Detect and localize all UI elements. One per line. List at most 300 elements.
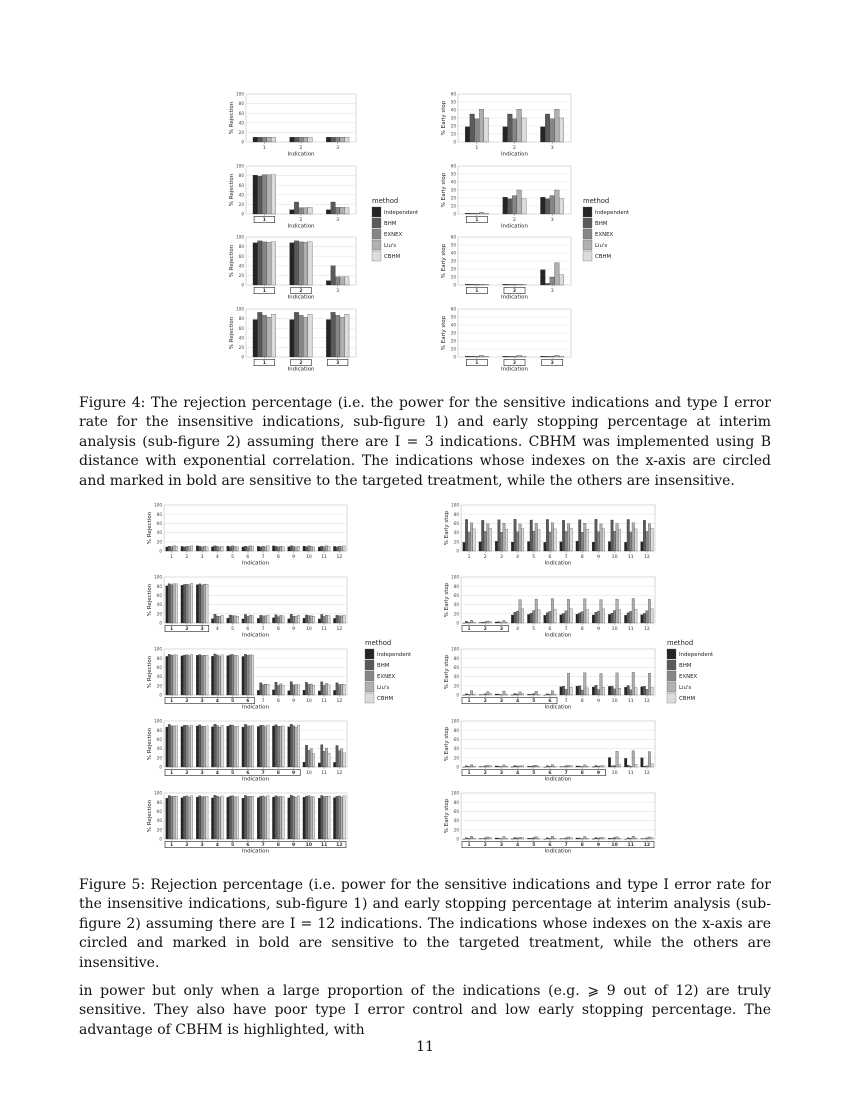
x-tick-label: 2 <box>483 627 487 632</box>
y-tick-label: 60 <box>156 665 162 670</box>
bar <box>551 765 554 767</box>
bar <box>495 766 498 767</box>
bar <box>550 277 555 285</box>
bar <box>468 766 471 767</box>
y-tick-label: 60 <box>156 593 162 598</box>
bar <box>303 208 308 214</box>
bar <box>203 584 205 623</box>
x-tick-label: 3 <box>336 361 340 366</box>
bar <box>479 284 484 285</box>
fig4-rejection-panel <box>229 307 356 373</box>
legend-label: EXNEX <box>377 674 396 680</box>
bar <box>199 546 201 551</box>
legend-label: BHM <box>384 221 397 227</box>
y-tick-label: 0 <box>453 139 456 145</box>
bar <box>602 838 605 839</box>
bar <box>249 796 251 839</box>
bar <box>576 686 579 695</box>
bar <box>484 118 489 142</box>
bar <box>264 547 266 551</box>
y-tick-label: 80 <box>453 511 459 517</box>
bar <box>275 796 277 839</box>
x-axis-label: Indication <box>287 223 315 230</box>
bar <box>555 190 560 214</box>
bar <box>567 524 570 551</box>
legend-title: method <box>365 639 392 647</box>
bar <box>325 546 327 551</box>
fig4-earlystop-panel <box>441 164 571 230</box>
y-tick-label: 10 <box>450 346 456 352</box>
bar <box>236 616 238 623</box>
bar <box>188 797 190 839</box>
bar <box>201 585 203 623</box>
bar <box>251 655 253 695</box>
bar <box>188 585 190 623</box>
x-tick-label: 1 <box>467 771 471 776</box>
bar <box>503 691 506 695</box>
bar <box>325 796 327 839</box>
bar <box>470 356 475 357</box>
bar <box>613 610 616 623</box>
bar <box>267 175 272 214</box>
legend-swatch <box>583 218 592 228</box>
bar <box>203 655 205 695</box>
bar <box>272 690 274 695</box>
bar <box>570 609 573 623</box>
bar <box>470 765 473 767</box>
y-tick-label: 60 <box>156 521 162 526</box>
bar <box>555 263 560 285</box>
bar <box>214 654 216 695</box>
bar <box>505 694 508 695</box>
fig5-rejection-panel <box>147 647 347 711</box>
y-axis-label: % Early stop <box>444 798 450 834</box>
y-tick-label: 0 <box>456 692 459 698</box>
x-tick-label: 7 <box>261 771 265 776</box>
bar <box>280 796 282 839</box>
x-tick-label: 3 <box>499 771 504 776</box>
bar <box>295 797 297 839</box>
x-tick-label: 5 <box>231 555 235 560</box>
x-tick-label: 8 <box>580 771 584 776</box>
bar <box>479 542 482 551</box>
x-tick-label: 2 <box>483 843 487 848</box>
bar <box>344 277 349 285</box>
y-tick-label: 20 <box>450 123 456 129</box>
bar <box>292 726 294 767</box>
bar <box>297 725 299 767</box>
x-tick-label: 3 <box>550 289 554 294</box>
bar <box>318 763 320 767</box>
bar <box>308 546 310 551</box>
bar <box>170 655 172 695</box>
bar <box>333 798 335 839</box>
y-tick-label: 40 <box>238 192 244 198</box>
bar <box>584 599 587 623</box>
bar <box>288 727 290 767</box>
bar <box>236 656 238 695</box>
bar <box>249 726 251 767</box>
legend-swatch <box>583 251 592 261</box>
y-tick-label: 80 <box>238 316 244 322</box>
y-tick-label: 20 <box>238 273 244 278</box>
legend-swatch <box>583 229 592 239</box>
bar <box>186 584 188 623</box>
x-tick-label: 2 <box>299 289 303 294</box>
bar <box>292 616 294 623</box>
fig5-rejection-panel <box>147 575 347 639</box>
bar <box>308 750 310 767</box>
y-tick-label: 80 <box>238 101 244 107</box>
y-tick-label: 100 <box>154 502 162 508</box>
bar <box>627 765 630 767</box>
bar <box>550 196 555 214</box>
plot-area <box>461 793 655 839</box>
bar <box>643 520 646 551</box>
bar <box>503 127 508 142</box>
bar <box>216 546 218 551</box>
y-tick-label: 10 <box>450 131 456 137</box>
bar <box>616 523 619 551</box>
bar <box>643 686 646 695</box>
y-tick-label: 80 <box>238 173 244 179</box>
bar <box>338 616 340 623</box>
bar <box>247 616 249 623</box>
figure5-caption-label: Figure 5: <box>79 877 146 893</box>
legend-swatch <box>365 682 374 692</box>
sensitive-box <box>165 841 346 847</box>
bar <box>578 838 581 839</box>
bar <box>173 655 175 695</box>
x-tick-label: 11 <box>627 627 634 632</box>
bar <box>272 797 274 839</box>
bar <box>484 531 487 551</box>
y-tick-label: 40 <box>238 263 244 269</box>
x-tick-label: 8 <box>580 627 584 632</box>
bar <box>303 137 308 142</box>
fig5-legend-right <box>667 639 713 703</box>
bar <box>229 725 231 767</box>
bar <box>635 764 638 767</box>
bar <box>470 836 473 839</box>
bar <box>643 766 646 767</box>
bar <box>277 617 279 623</box>
y-tick-label: 80 <box>238 244 244 250</box>
bar <box>260 547 262 551</box>
bar <box>535 837 538 839</box>
bar <box>613 838 616 839</box>
x-axis-label: Indication <box>544 848 572 855</box>
bar <box>484 284 489 285</box>
bar <box>267 796 269 839</box>
x-tick-label: 11 <box>627 771 634 776</box>
bar <box>535 523 538 551</box>
bar <box>258 241 263 285</box>
legend-label: EXNEX <box>384 232 403 238</box>
bar <box>282 726 284 767</box>
bar <box>565 689 568 695</box>
bar <box>540 270 545 285</box>
y-tick-label: 60 <box>238 182 244 188</box>
bar <box>262 685 264 695</box>
bar <box>597 611 600 623</box>
bar <box>554 694 557 695</box>
bar <box>512 119 517 142</box>
bar <box>616 837 619 839</box>
bar <box>641 758 644 767</box>
legend-label: Liu's <box>384 243 397 249</box>
bar <box>546 838 549 839</box>
bar <box>470 213 475 214</box>
legend-swatch <box>365 649 374 659</box>
x-tick-label: 1 <box>475 289 479 294</box>
bar <box>498 520 501 551</box>
bar <box>530 694 533 695</box>
y-tick-label: 30 <box>450 258 456 264</box>
legend-swatch <box>667 671 676 681</box>
bar <box>470 691 473 695</box>
bar <box>629 690 632 695</box>
bar <box>600 673 603 695</box>
y-tick-label: 100 <box>236 91 244 97</box>
bar <box>565 766 568 767</box>
bar <box>338 685 340 695</box>
x-tick-label: 1 <box>467 843 471 848</box>
bar <box>242 656 244 695</box>
bar <box>175 584 177 623</box>
bar <box>578 766 581 767</box>
y-tick-label: 0 <box>241 211 244 217</box>
bar <box>554 529 557 551</box>
bar <box>627 519 630 551</box>
bar <box>234 655 236 695</box>
x-tick-label: 6 <box>246 555 250 560</box>
bar <box>258 312 263 357</box>
bar <box>229 547 231 551</box>
bar <box>288 619 290 623</box>
bar <box>299 242 304 285</box>
bar <box>595 612 598 623</box>
x-axis-label: Indication <box>241 632 270 639</box>
bar <box>282 616 284 623</box>
bar <box>495 838 498 839</box>
bar <box>290 546 292 551</box>
bar <box>651 764 654 767</box>
y-tick-label: 40 <box>156 818 162 824</box>
bar <box>532 610 535 623</box>
bar <box>527 614 530 623</box>
bar <box>597 532 600 551</box>
y-axis-label: % Rejection <box>147 511 153 545</box>
legend-label: EXNEX <box>595 232 614 238</box>
bar <box>474 119 479 142</box>
bar <box>257 727 259 767</box>
fig4-rejection-panel <box>229 164 356 230</box>
x-tick-label: 11 <box>321 699 328 704</box>
bar <box>567 673 570 695</box>
bar <box>507 356 512 357</box>
bar <box>277 547 279 551</box>
y-tick-label: 20 <box>453 827 459 833</box>
y-tick-label: 10 <box>450 203 456 209</box>
bar <box>219 616 221 623</box>
bar <box>258 137 263 142</box>
legend-label: Independent <box>679 652 714 658</box>
bar <box>521 529 524 551</box>
bar <box>183 725 185 767</box>
figure4-caption-text: The rejection percentage (i.e. the power for the sensitive indications and type I error rate for the insensitive indications, sub-figure 1) and early stopping percentage at interim analysis (sub-figure 2) assuming there are I = 3 indications. CBHM was implemented using B distance with exponential correlation. The indications whose indexes on the x-axis are circled and marked in bold are sensitive to the targeted treatment, while the others are insensitive. <box>79 395 772 489</box>
y-tick-label: 80 <box>156 799 162 805</box>
bar <box>199 725 201 767</box>
bar <box>323 796 325 839</box>
x-axis-label: Indication <box>500 151 529 158</box>
bar <box>546 519 549 551</box>
bar <box>214 795 216 839</box>
legend-swatch <box>372 229 381 239</box>
x-tick-label: 2 <box>185 843 189 848</box>
fig4-rejection-panel <box>229 92 356 158</box>
bar <box>170 796 172 839</box>
bar <box>251 616 253 623</box>
bar <box>487 765 490 767</box>
x-tick-label: 1 <box>262 146 266 151</box>
bar <box>199 584 201 623</box>
bar <box>242 727 244 767</box>
bar <box>214 724 216 767</box>
bar <box>489 838 492 839</box>
figure5-caption <box>79 876 771 973</box>
bar <box>516 611 519 623</box>
y-tick-label: 0 <box>453 354 456 360</box>
bar <box>290 795 292 839</box>
bar <box>231 616 233 623</box>
bar <box>190 654 192 695</box>
bar <box>303 797 305 839</box>
y-tick-label: 20 <box>450 195 456 201</box>
bar <box>312 754 314 767</box>
bar <box>465 519 468 551</box>
bar <box>262 796 264 839</box>
bar <box>514 519 517 551</box>
bar <box>201 726 203 767</box>
x-tick-label: 1 <box>170 627 174 632</box>
bar <box>507 114 512 142</box>
y-tick-label: 100 <box>451 646 459 652</box>
y-tick-label: 100 <box>154 646 162 652</box>
bar <box>271 314 276 357</box>
bar <box>221 546 223 551</box>
bar <box>206 547 208 551</box>
bar <box>262 546 264 551</box>
bar <box>190 546 192 551</box>
bar <box>527 542 530 551</box>
bar <box>244 546 246 551</box>
bar <box>338 546 340 551</box>
bar <box>586 609 589 623</box>
x-tick-label: 9 <box>596 555 600 560</box>
bar <box>168 546 170 551</box>
bar <box>576 541 579 551</box>
x-axis-label: Indication <box>241 560 270 567</box>
y-tick-label: 60 <box>453 521 459 526</box>
bar <box>468 838 471 839</box>
y-tick-label: 60 <box>453 593 459 598</box>
bar <box>503 284 508 285</box>
bar <box>465 621 468 623</box>
bar <box>635 609 638 623</box>
bar <box>521 609 524 623</box>
bar <box>340 137 345 142</box>
bar <box>264 684 266 695</box>
bar <box>484 694 487 695</box>
bar <box>616 751 619 767</box>
y-tick-label: 60 <box>450 306 456 312</box>
bar <box>326 210 331 214</box>
sensitive-box <box>462 841 654 847</box>
bar <box>341 684 343 695</box>
bar <box>257 618 259 623</box>
bar <box>468 694 471 695</box>
bar <box>214 614 216 623</box>
bar <box>264 616 266 623</box>
x-tick-label: 2 <box>185 627 189 632</box>
bar <box>305 547 307 551</box>
fig4-legend-left <box>372 197 418 261</box>
x-tick-label: 2 <box>483 771 487 776</box>
bar <box>325 748 327 767</box>
bar <box>608 614 611 623</box>
y-tick-label: 80 <box>453 727 459 733</box>
y-tick-label: 20 <box>156 683 162 689</box>
bar <box>299 315 304 357</box>
bar <box>308 137 313 142</box>
x-tick-label: 4 <box>515 771 520 776</box>
bar <box>282 796 284 839</box>
bar <box>624 542 627 551</box>
bar <box>326 320 331 357</box>
bar <box>231 546 233 551</box>
bar <box>484 838 487 839</box>
bar <box>551 691 554 695</box>
y-tick-label: 40 <box>453 818 459 824</box>
x-axis-label: Indication <box>287 366 315 373</box>
x-tick-label: 3 <box>550 218 554 223</box>
x-axis-label: Indication <box>544 704 572 711</box>
bar <box>166 798 168 839</box>
bar <box>244 654 246 695</box>
figure5-caption-text: Rejection percentage (i.e. power for the sensitive indications and type I error rate for the insensitive indications, sub-figure 1) and early stopping percentage at interim analysis (sub-figure 2) assuming there are I = 12 indications. The indications whose indexes on the x-axis are circled and marked in bold are sensitive to the targeted treatment, while the others are insensitive. <box>79 877 771 971</box>
y-tick-label: 60 <box>156 737 162 742</box>
bar <box>545 114 550 142</box>
bar <box>567 837 570 839</box>
y-tick-label: 50 <box>450 171 456 177</box>
bar <box>341 797 343 839</box>
x-tick-label: 9 <box>596 627 600 632</box>
y-tick-label: 80 <box>453 655 459 661</box>
bar <box>470 284 475 285</box>
bar <box>554 609 557 623</box>
bar <box>503 356 508 357</box>
x-tick-label: 8 <box>276 555 280 560</box>
bar <box>277 685 279 695</box>
x-tick-label: 10 <box>611 627 618 632</box>
bar <box>251 546 253 551</box>
bar <box>292 546 294 551</box>
bar <box>545 199 550 214</box>
x-tick-label: 7 <box>261 555 265 560</box>
bar <box>611 520 614 551</box>
x-tick-label: 11 <box>627 843 634 848</box>
